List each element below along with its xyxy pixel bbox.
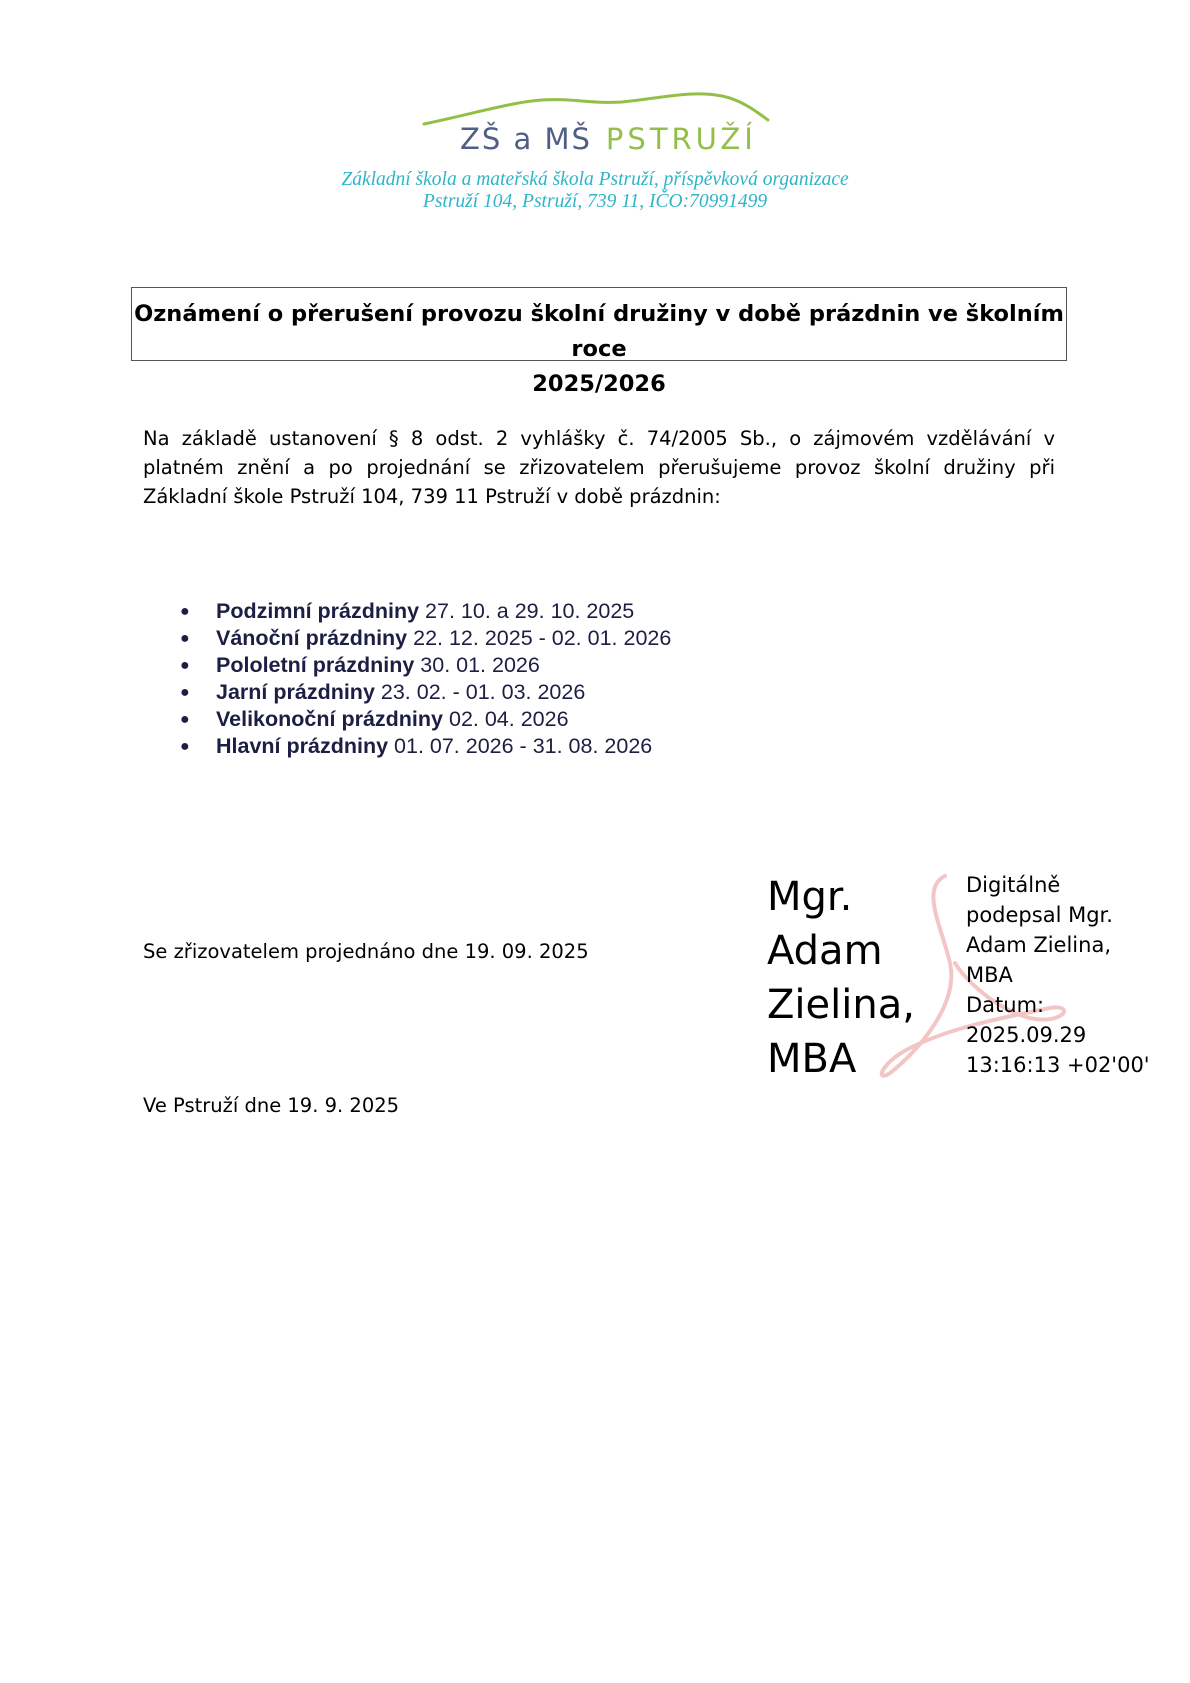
list-item xyxy=(180,598,671,625)
holiday-dates: 02. 04. 2026 xyxy=(448,707,569,731)
document-title xyxy=(132,297,1066,402)
signature-name-line: MBA xyxy=(767,1036,857,1082)
title-box xyxy=(131,287,1067,397)
list-item xyxy=(180,733,671,760)
signature-name-line: Zielina, xyxy=(767,982,915,1028)
holiday-dates: 01. 07. 2026 - 31. 08. 2026 xyxy=(394,734,653,758)
list-item xyxy=(180,679,671,706)
signature-detail-line: Datum: xyxy=(966,993,1045,1017)
bullet-icon: ● xyxy=(180,630,190,647)
list-item xyxy=(180,625,671,652)
holiday-list xyxy=(180,598,671,760)
bullet-icon: ● xyxy=(180,603,190,620)
holiday-name: Vánoční prázdniny xyxy=(216,626,408,650)
holiday-name: Hlavní prázdniny xyxy=(216,734,389,758)
bullet-icon: ● xyxy=(180,711,190,728)
bullet-icon: ● xyxy=(180,684,190,701)
holiday-name: Velikonoční prázdniny xyxy=(216,707,443,731)
logo-text xyxy=(460,122,757,156)
logo-hill-line xyxy=(424,94,768,124)
signature-detail-line: 13:16:13 +02'00' xyxy=(966,1053,1150,1077)
school-name: Základní škola a mateřská škola Pstruží, příspěvková organizace xyxy=(341,169,849,190)
list-item xyxy=(180,652,671,679)
title-line-1: Oznámení o přerušení provozu školní družiny v době prázdnin ve školním roce xyxy=(134,301,1064,362)
holiday-name: Jarní prázdniny xyxy=(216,680,375,704)
place-date: Ve Pstruží dne 19. 9. 2025 xyxy=(143,1094,400,1117)
holiday-dates: 30. 01. 2026 xyxy=(420,653,540,677)
title-line-2: 2025/2026 xyxy=(532,371,666,397)
school-address: Pstruží 104, Pstruží, 739 11, IČO:70991499 xyxy=(422,191,768,212)
signature-detail-line: Adam Zielina, xyxy=(966,933,1111,957)
bullet-icon: ● xyxy=(180,657,190,674)
approval-note: Se zřizovatelem projednáno dne 19. 09. 2025 xyxy=(143,940,589,963)
holiday-dates: 23. 02. - 01. 03. 2026 xyxy=(380,680,586,704)
signature-name-line: Mgr. xyxy=(767,874,853,920)
intro-paragraph: Na základě ustanovení § 8 odst. 2 vyhlášky č. 74/2005 Sb., o zájmovém vzdělávání v platném znění a po projednání se zřizovatelem přerušujeme provoz školní družiny při Základní škole Pstruží 104, 739 11 Pstruží v době prázdnin: xyxy=(143,427,1055,508)
signature-details xyxy=(966,870,1150,1080)
holiday-name: Podzimní prázdniny xyxy=(216,599,420,623)
holiday-dates: 27. 10. a 29. 10. 2025 xyxy=(419,599,635,623)
signature-name-line: Adam xyxy=(767,928,883,974)
holiday-name: Pololetní prázdniny xyxy=(216,653,415,677)
signature-detail-line: Digitálně xyxy=(966,873,1061,897)
signature-detail-line: podepsal Mgr. xyxy=(966,903,1113,927)
logo-place-name: PSTRUŽÍ xyxy=(605,122,757,156)
holiday-dates: 22. 12. 2025 - 02. 01. 2026 xyxy=(407,626,672,650)
signature-detail-line: 2025.09.29 xyxy=(966,1023,1087,1047)
bullet-icon: ● xyxy=(180,738,190,755)
signature-name xyxy=(767,870,915,1086)
logo-school-abbrev: ZŠ a MŠ xyxy=(460,122,592,156)
list-item xyxy=(180,706,671,733)
signature-detail-line: MBA xyxy=(966,963,1013,987)
